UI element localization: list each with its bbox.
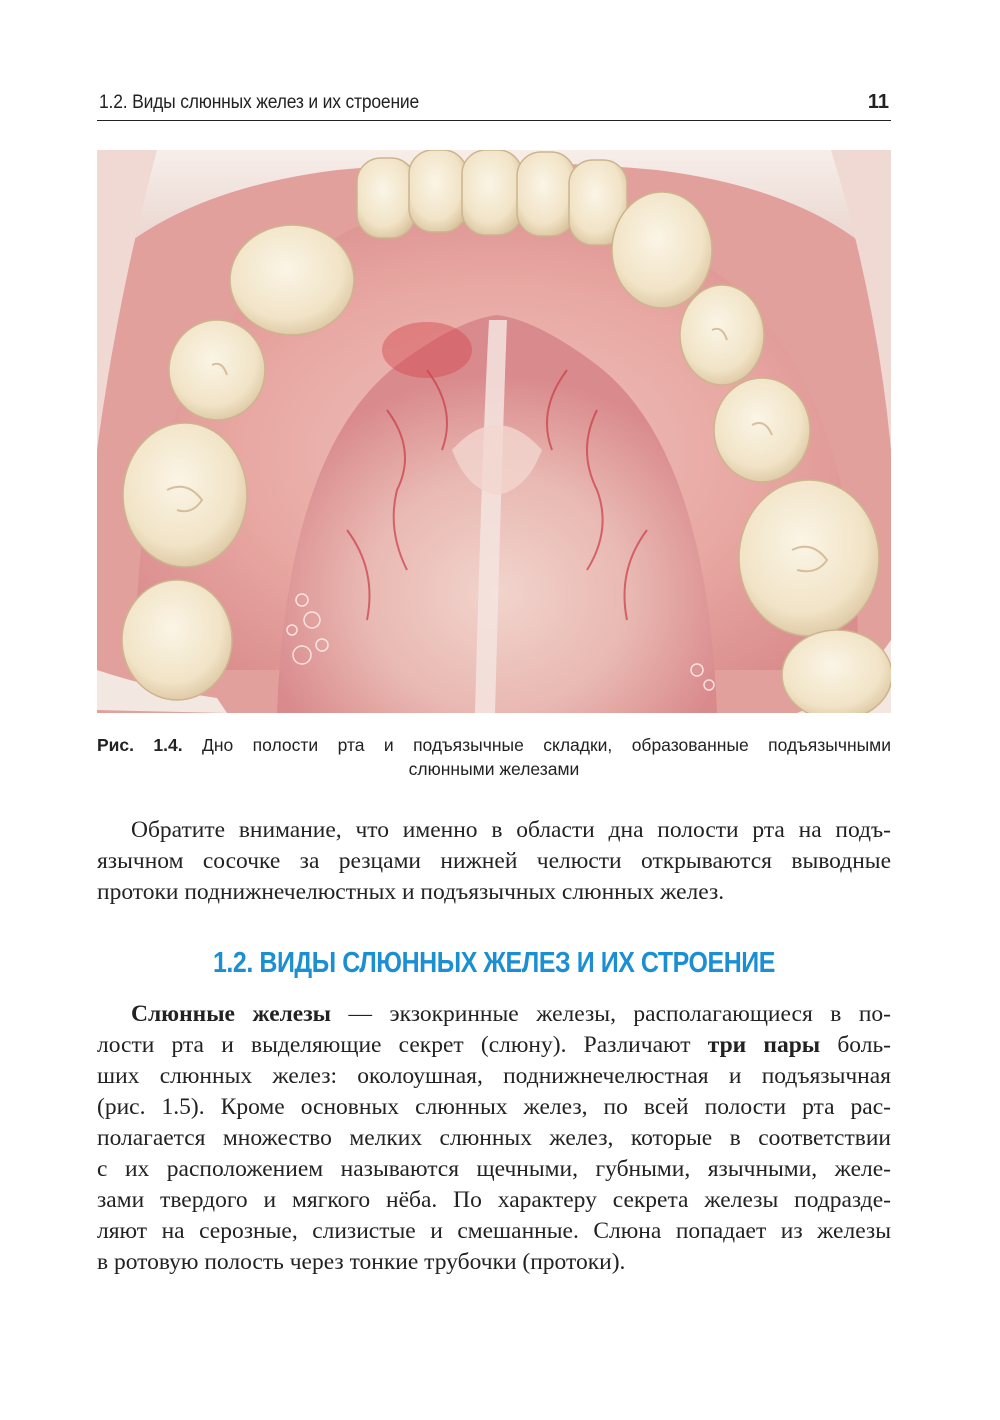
- figure-caption: [97, 733, 891, 781]
- paragraph-2-line: полагается множество мелких слюнных желез, которые в соответствии: [97, 1125, 891, 1151]
- paragraph-2-line: ляют на серозные, слизистые и смешанные. Слюна попадает из железы: [97, 1218, 891, 1244]
- term-three-pairs: три пары: [707, 1032, 821, 1058]
- paragraph-2: [97, 999, 891, 1278]
- paragraph-1-line: Обратите внимание, что именно в области дна полости рта на подъ-: [131, 817, 891, 843]
- mouth-floor-photo: [97, 150, 891, 713]
- paragraph-2-text: лости рта и выделяющие секрет (слюну). Различают: [97, 1032, 708, 1058]
- paragraph-1-line: язычном сосочке за резцами нижней челюсти открываются выводные: [97, 848, 891, 874]
- paragraph-2-line: с их расположением называются щечными, губными, язычными, желе-: [97, 1156, 891, 1182]
- caption-line-1: [97, 733, 891, 757]
- section-heading: 1.2. ВИДЫ СЛЮННЫХ ЖЕЛЕЗ И ИХ СТРОЕНИЕ: [212, 947, 776, 979]
- paragraph-2-line: зами твердого и мягкого нёба. По характеру секрета железы подразде-: [97, 1187, 891, 1213]
- paragraph-2-line: [97, 999, 891, 1030]
- paragraph-2-text: — экзокринные железы, располагающиеся в по-: [331, 1001, 891, 1027]
- paragraph-1: [97, 815, 891, 908]
- paragraph-2-line: ших слюнных желез: околоушная, поднижнечелюстная и подъязычная: [97, 1063, 891, 1089]
- paragraph-2-text: боль-: [820, 1032, 892, 1058]
- paragraph-2-line: в ротовую полость через тонкие трубочки (протоки).: [97, 1249, 626, 1275]
- caption-text-1: Дно полости рта и подъязычные складки, образованные подъязычными: [202, 735, 891, 755]
- running-head-title: 1.2. Виды слюнных желез и их строение: [99, 92, 420, 113]
- caption-line-2: слюнными железами: [408, 759, 580, 779]
- term-salivary-glands: Слюнные железы: [131, 1001, 332, 1027]
- figure-label: Рис. 1.4.: [97, 735, 183, 755]
- page-number: 11: [867, 91, 889, 113]
- paragraph-2-line: (рис. 1.5). Кроме основных слюнных желез, по всей полости рта рас-: [97, 1094, 891, 1120]
- paragraph-1-line: протоки поднижнечелюстных и подъязычных слюнных желез.: [97, 879, 725, 905]
- paragraph-2-line: [97, 1030, 891, 1061]
- running-head: [97, 86, 891, 121]
